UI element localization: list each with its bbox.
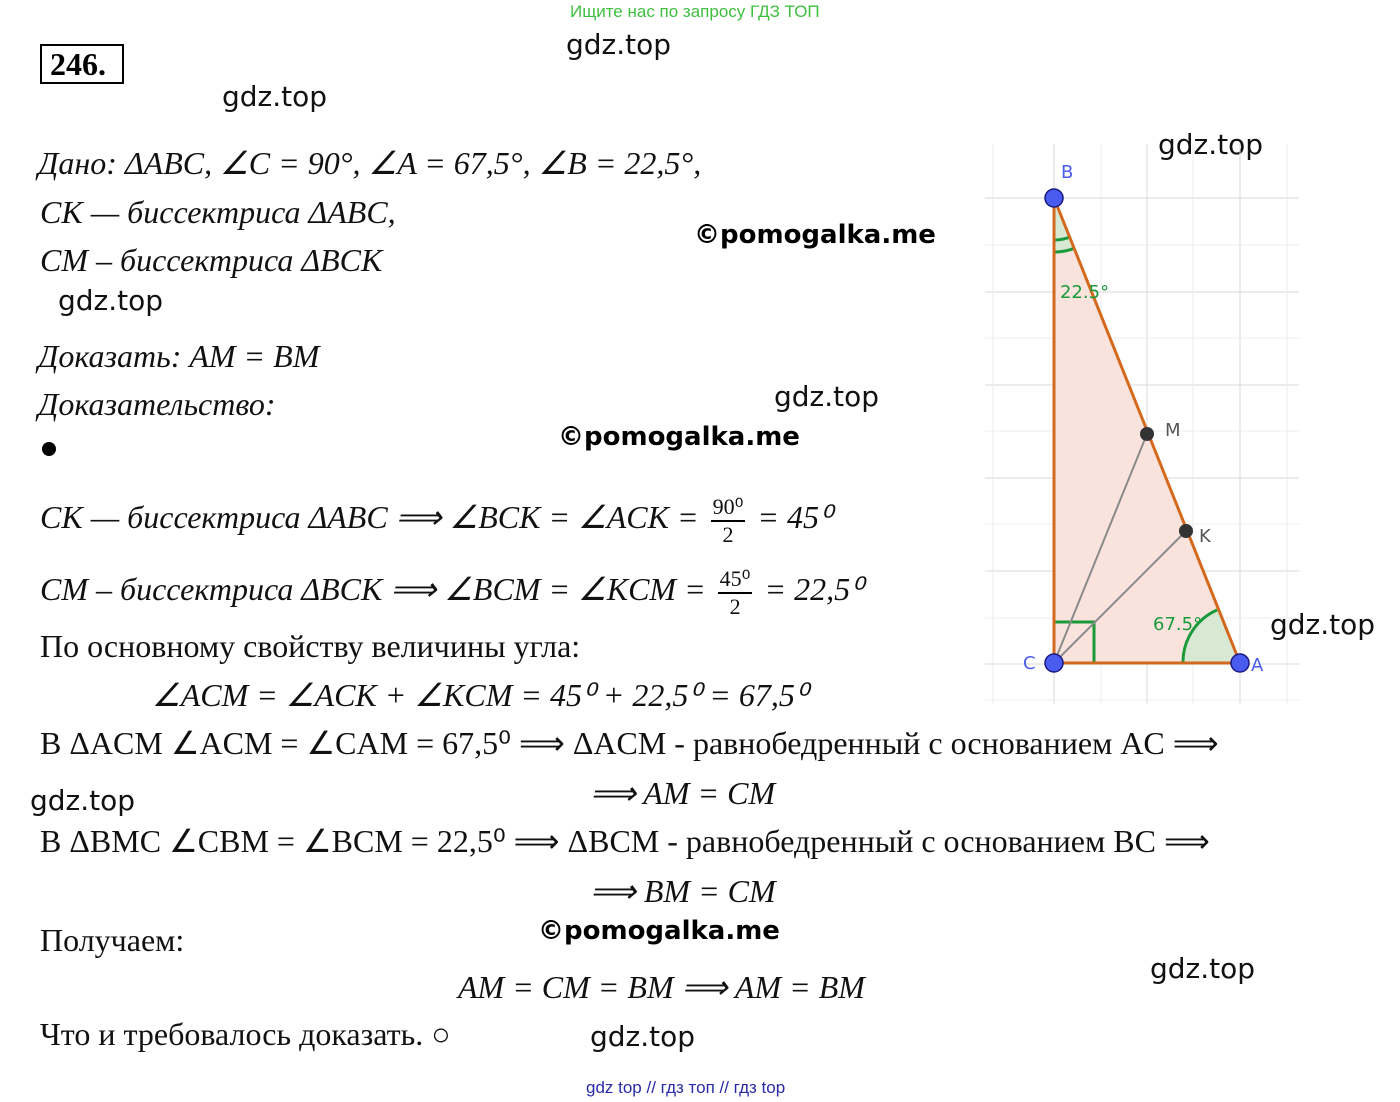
- watermark-gdz: gdz.top: [1150, 952, 1256, 985]
- label-m: M: [1165, 420, 1181, 441]
- given-line-1: [38, 144, 701, 182]
- fraction-numerator: 45⁰: [718, 566, 753, 594]
- step-1-left: CK — биссектриса ΔABC ⟹ ∠BCK = ∠ACK =: [40, 499, 699, 535]
- label-c: C: [1023, 653, 1036, 674]
- angle-b-label: 22.5°: [1060, 282, 1110, 303]
- watermark-pomogalka: ©pomogalka.me: [538, 916, 780, 946]
- label-k: K: [1199, 526, 1211, 547]
- given-values: : ΔABC, ∠C = 90°, ∠A = 67,5°, ∠B = 22,5°,: [106, 145, 702, 181]
- watermark-gdz: gdz.top: [30, 784, 136, 817]
- prove-line: [38, 338, 319, 375]
- watermark-gdz: gdz.top: [590, 1020, 696, 1053]
- point-b: [1045, 189, 1063, 207]
- given-line-3: CM – биссектриса ΔBCK: [40, 242, 383, 278]
- watermark-gdz: gdz.top: [566, 28, 672, 61]
- step-1-right: = 45⁰: [757, 499, 832, 535]
- label-a: A: [1251, 655, 1264, 676]
- given-label: Дано: [38, 145, 107, 181]
- watermark-gdz: gdz.top: [1270, 608, 1376, 641]
- fraction-denominator: 2: [722, 521, 734, 547]
- top-banner: Ищите нас по запросу ГДЗ ТОП: [570, 2, 820, 21]
- prove-label: Доказать: [38, 338, 171, 374]
- step-2-right: = 22,5⁰: [764, 571, 863, 607]
- proof-step-1: [40, 486, 832, 548]
- watermark-gdz: gdz.top: [774, 380, 880, 413]
- proof-conclusion: Что и требовалось доказать. ○: [40, 1016, 451, 1052]
- watermark-gdz: gdz.top: [1158, 128, 1264, 161]
- proof-step-10: AM = CM = BM ⟹ AM = BM: [458, 969, 865, 1005]
- proof-step-8: ⟹ BM = CM: [590, 873, 776, 909]
- watermark-pomogalka: ©pomogalka.me: [558, 422, 800, 452]
- footer-links: gdz top // гдз топ // гдз top: [586, 1078, 786, 1097]
- proof-step-2: [40, 558, 863, 620]
- prove-statement: : AM = BM: [170, 338, 320, 374]
- proof-step-5: В ΔACM ∠ACM = ∠CAM = 67,5⁰ ⟹ ΔACM - равнобедренный с основанием AC ⟹: [40, 725, 1219, 761]
- fraction-denominator: 2: [729, 593, 741, 619]
- watermark-gdz: gdz.top: [222, 80, 328, 113]
- proof-step-4: ∠ACM = ∠ACK + ∠KCM = 45⁰ + 22,5⁰ = 67,5⁰: [152, 677, 808, 713]
- step-1-fraction: [711, 494, 746, 548]
- step-2-fraction: [718, 566, 753, 620]
- label-b: B: [1061, 162, 1074, 183]
- point-c: [1045, 654, 1063, 672]
- proof-step-7: В ΔBMC ∠CBM = ∠BCM = 22,5⁰ ⟹ ΔBCM - равнобедренный с основанием BC ⟹: [40, 823, 1210, 859]
- point-m: [1140, 427, 1154, 441]
- triangle-figure: [985, 140, 1305, 710]
- proof-step-9: Получаем:: [40, 922, 185, 958]
- point-k: [1179, 524, 1193, 538]
- given-line-2: CK — биссектриса ΔABC,: [40, 194, 396, 230]
- bullet-icon: [42, 442, 56, 456]
- angle-a-label: 67.5°: [1153, 614, 1203, 635]
- watermark-gdz: gdz.top: [58, 284, 164, 317]
- watermark-pomogalka: ©pomogalka.me: [694, 220, 936, 250]
- proof-step-6: ⟹ AM = CM: [590, 775, 776, 811]
- proof-step-3: По основному свойству величины угла:: [40, 628, 581, 664]
- fraction-numerator: 90⁰: [711, 494, 746, 522]
- step-2-left: CM – биссектриса ΔBCK ⟹ ∠BCM = ∠KCM =: [40, 571, 706, 607]
- point-a: [1231, 654, 1249, 672]
- problem-number: 246.: [40, 44, 124, 84]
- proof-label: Доказательство:: [38, 386, 276, 422]
